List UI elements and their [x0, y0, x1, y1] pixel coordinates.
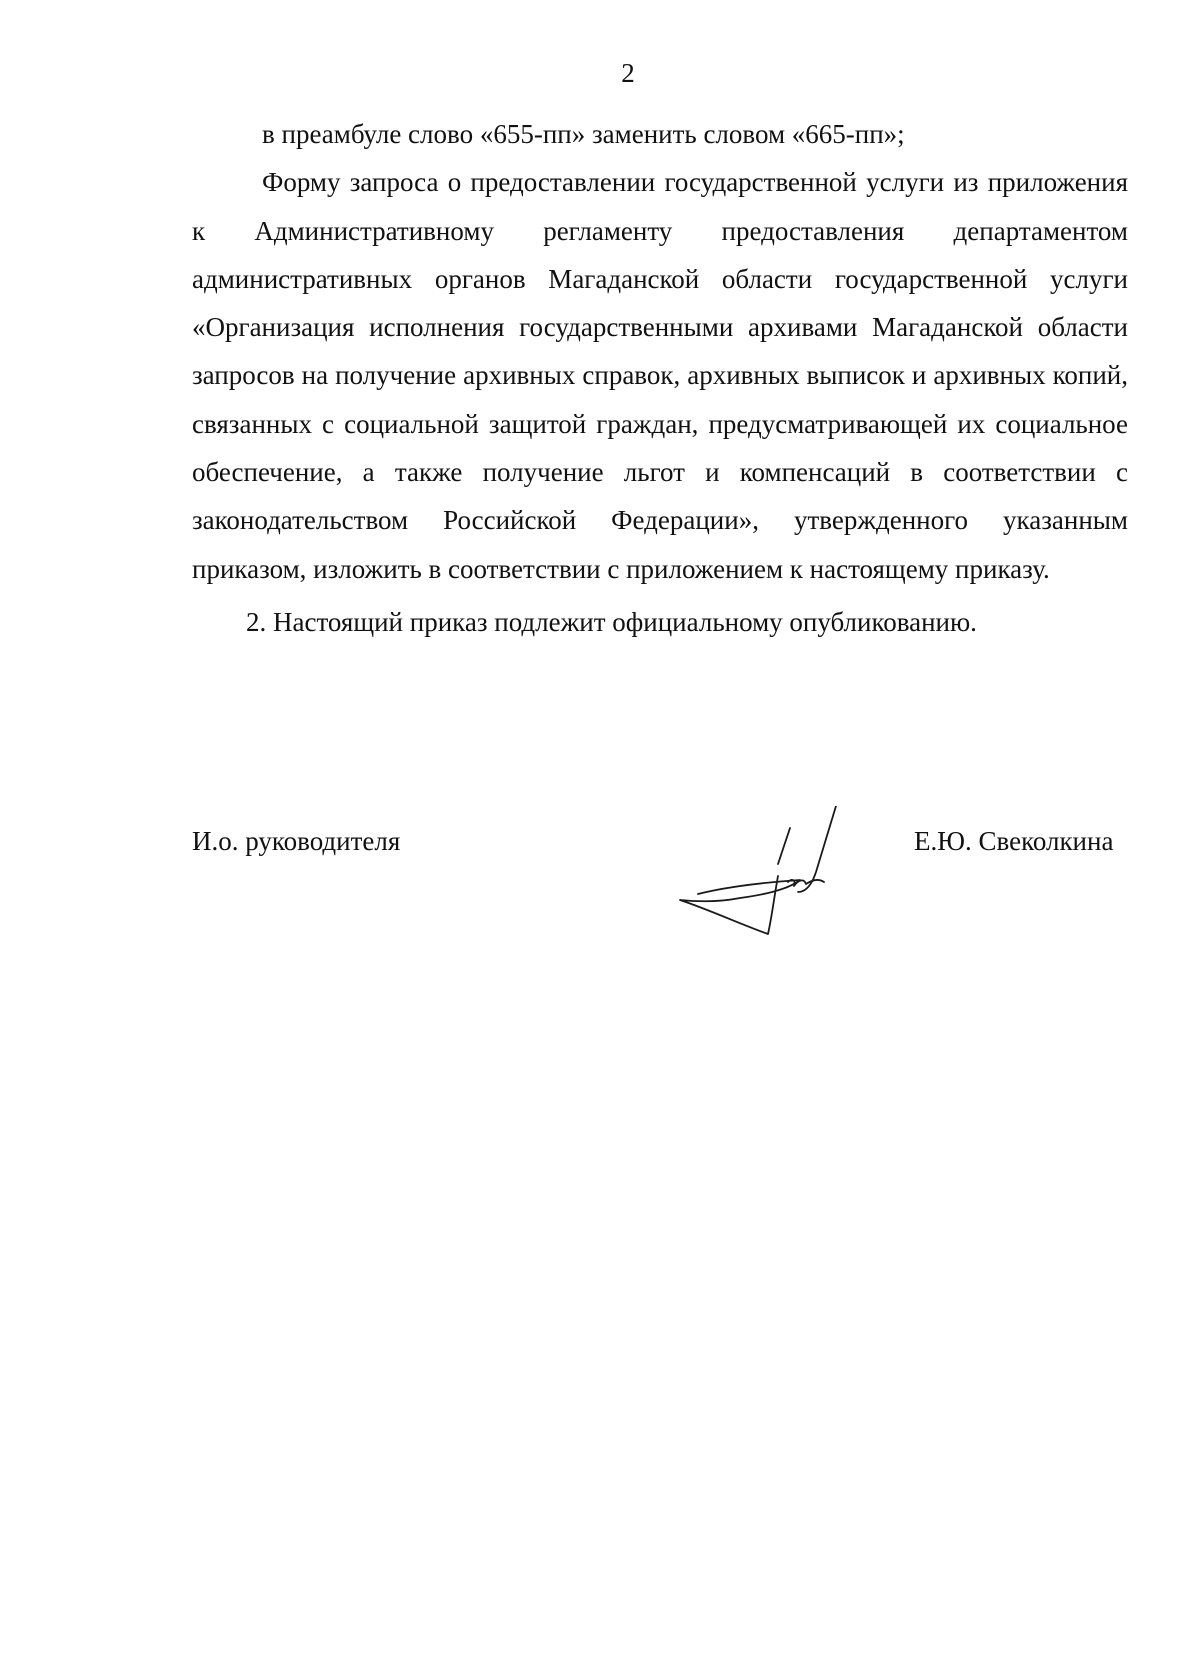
- signatory-name: Е.Ю. Свеколкина: [914, 826, 1114, 856]
- signature-stroke-loop: [788, 880, 824, 886]
- paragraph-preamble-amendment: в преамбуле слово «655-пп» заменить словом «665-пп»;: [262, 119, 905, 149]
- handwritten-signature: [640, 806, 880, 946]
- paragraph-publication: 2. Настоящий приказ подлежит официальному опубликованию.: [246, 606, 977, 637]
- signature-stroke-main: [680, 876, 800, 934]
- document-body: [192, 110, 1128, 646]
- signatory-title: И.о. руководителя: [192, 826, 401, 856]
- page-number: 2: [621, 58, 635, 88]
- paragraph-form-amendment: Форму запроса о предоставлении государственной услуги из приложения к Административному регламенту предоставления департаментом административных органов Магаданской области государственной услуги «Организация исполнения государственными архивами Магаданской области запросов на получение архивных справок, архивных выписок и архивных копий, связанных с социальной защитой граждан, предусматривающей их социальное обеспечение, а также получение льгот и компенсаций в соответствии с законодательством Российской Федерации», утвержденного указанным приказом, изложить в соответствии с приложением к настоящему приказу.: [192, 167, 1128, 584]
- signature-stroke-slash: [778, 828, 790, 864]
